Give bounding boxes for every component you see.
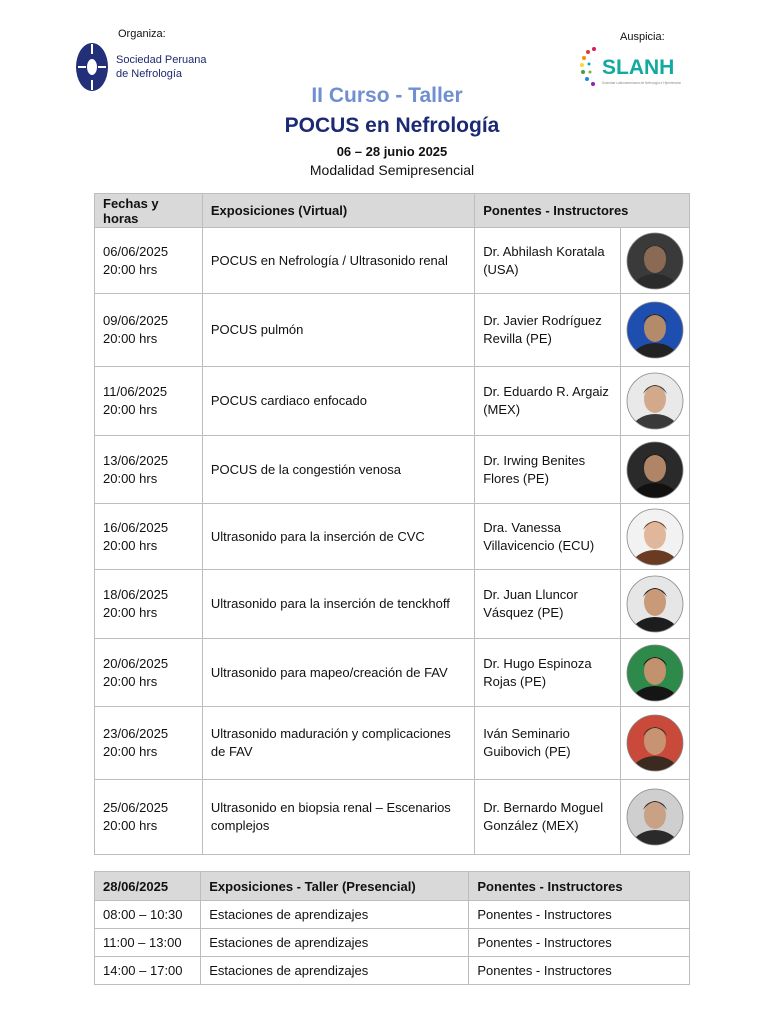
session-speaker <box>475 639 621 707</box>
session-speaker <box>475 436 621 504</box>
workshop-instructors: Ponentes - Instructores <box>469 901 690 929</box>
session-date: 23/06/2025 <box>103 726 169 741</box>
session-topic <box>202 294 474 367</box>
workshop-row <box>95 929 690 957</box>
session-speaker <box>475 504 621 570</box>
session-topic-text: Ultrasonido para mapeo/creación de FAV <box>210 664 448 680</box>
slanh-logo-text: SLANH <box>602 56 675 79</box>
session-topic <box>202 367 474 436</box>
session-topic-text: Ultrasonido para la inserción de CVC <box>210 528 425 544</box>
speaker-photo-cell <box>621 228 690 294</box>
workshop-row <box>95 901 690 929</box>
speaker-name-line2: Revilla (PE) <box>483 331 552 346</box>
speaker-photo-cell <box>621 780 690 855</box>
session-speaker <box>475 228 621 294</box>
speaker-name-line1: Dr. Irwing Benites <box>483 452 586 468</box>
session-date: 13/06/2025 <box>103 452 169 468</box>
session-datetime <box>95 504 203 570</box>
speaker-avatar <box>626 714 684 772</box>
spn-logo-line1: Sociedad Peruana <box>116 54 207 66</box>
schedule-row <box>95 504 690 570</box>
session-datetime <box>95 367 203 436</box>
session-speaker <box>475 570 621 639</box>
schedule-table <box>94 193 690 855</box>
schedule-row <box>95 294 690 367</box>
speaker-name-line2: Rojas (PE) <box>483 673 547 689</box>
session-topic <box>202 504 474 570</box>
schedule-row <box>95 228 690 294</box>
session-topic <box>202 570 474 639</box>
session-datetime <box>95 570 203 639</box>
workshop-time: 11:00 – 13:00 <box>95 929 201 957</box>
schedule-row <box>95 570 690 639</box>
session-topic-text: Ultrasonido para la inserción de tenckhoff <box>210 596 450 611</box>
session-datetime <box>95 639 203 707</box>
speaker-name-line1: Dr. Javier Rodríguez <box>483 313 602 328</box>
session-time: 20:00 hrs <box>103 744 158 759</box>
workshop-header-exposiciones: Exposiciones - Taller (Presencial) <box>201 872 469 901</box>
session-topic <box>202 707 474 780</box>
title-line2: POCUS en Nefrología <box>284 114 500 137</box>
workshop-instructors: Ponentes - Instructores <box>469 929 690 957</box>
speaker-avatar <box>626 508 684 566</box>
speaker-photo-cell <box>621 294 690 367</box>
session-time: 20:00 hrs <box>103 537 158 553</box>
speaker-name-line1: Dra. Vanessa <box>483 519 561 535</box>
speaker-name-line1: Dr. Juan Lluncor <box>483 587 578 602</box>
workshop-header-row <box>95 872 690 901</box>
session-datetime <box>95 294 203 367</box>
schedule-header-row <box>95 194 690 228</box>
spn-logo-line2: de Nefrología <box>116 68 183 80</box>
workshop-activity: Estaciones de aprendizajes <box>201 929 469 957</box>
speaker-name-line1: Dr. Hugo Espinoza <box>483 655 592 671</box>
speaker-name-line1: Iván Seminario <box>483 726 570 741</box>
session-datetime <box>95 707 203 780</box>
speaker-name-line2: Flores (PE) <box>483 470 549 486</box>
workshop-activity: Estaciones de aprendizajes <box>201 901 469 929</box>
spn-logo-text <box>116 53 207 81</box>
session-topic-text: Ultrasonido maduración y complicaciones de FAV <box>210 726 451 759</box>
session-date: 25/06/2025 <box>103 800 169 815</box>
speaker-photo-cell <box>621 570 690 639</box>
course-dates: 06 – 28 junio 2025 <box>336 144 448 159</box>
speaker-avatar <box>626 301 684 359</box>
workshop-instructors: Ponentes - Instructores <box>469 957 690 985</box>
speaker-avatar <box>626 232 684 290</box>
schedule-row <box>95 780 690 855</box>
organiza-label: Organiza: <box>118 28 166 40</box>
auspicia-label: Auspicia: <box>620 31 665 43</box>
session-topic <box>202 780 474 855</box>
session-date: 20/06/2025 <box>103 655 169 671</box>
title-line1: II Curso - Taller <box>311 84 463 107</box>
schedule-row <box>95 639 690 707</box>
workshop-header-ponentes: Ponentes - Instructores <box>469 872 690 901</box>
session-speaker <box>475 780 621 855</box>
session-date: 18/06/2025 <box>103 587 169 602</box>
schedule-row <box>95 436 690 504</box>
header-exposiciones: Exposiciones (Virtual) <box>202 194 474 228</box>
speaker-avatar <box>626 441 684 499</box>
session-time: 20:00 hrs <box>103 402 158 417</box>
session-time: 20:00 hrs <box>103 605 158 620</box>
session-datetime <box>95 780 203 855</box>
header-ponentes: Ponentes - Instructores <box>475 194 690 228</box>
speaker-photo-cell <box>621 367 690 436</box>
speaker-photo-cell <box>621 707 690 780</box>
speaker-name-line2: (MEX) <box>483 402 521 417</box>
speaker-avatar <box>626 644 684 702</box>
session-topic <box>202 436 474 504</box>
session-time: 20:00 hrs <box>103 331 158 346</box>
speaker-name-line2: Guibovich (PE) <box>483 744 571 759</box>
session-topic-text: POCUS pulmón <box>210 322 304 337</box>
session-speaker <box>475 294 621 367</box>
workshop-activity: Estaciones de aprendizajes <box>201 957 469 985</box>
workshop-table <box>94 871 690 985</box>
workshop-time: 14:00 – 17:00 <box>95 957 201 985</box>
speaker-avatar <box>626 788 684 846</box>
session-topic-text: POCUS en Nefrología / Ultrasonido renal <box>210 252 448 268</box>
speaker-photo-cell <box>621 504 690 570</box>
slanh-dots-icon <box>580 47 596 86</box>
session-date: 16/06/2025 <box>103 519 169 535</box>
workshop-time: 08:00 – 10:30 <box>95 901 201 929</box>
schedule-row <box>95 707 690 780</box>
header-dates: Fechas y horas <box>95 194 203 228</box>
session-topic-text: POCUS de la congestión venosa <box>210 461 401 477</box>
speaker-photo-cell <box>621 436 690 504</box>
schedule-row <box>95 367 690 436</box>
session-date: 06/06/2025 <box>103 243 169 259</box>
speaker-avatar <box>626 372 684 430</box>
session-speaker <box>475 707 621 780</box>
course-modality: Modalidad Semipresencial <box>309 162 475 178</box>
speaker-name-line2: Vásquez (PE) <box>483 605 564 620</box>
speaker-name-line2: (USA) <box>483 261 519 277</box>
workshop-row <box>95 957 690 985</box>
speaker-name-line1: Dr. Bernardo Moguel <box>483 800 604 815</box>
speaker-name-line1: Dr. Abhilash Koratala <box>483 243 605 259</box>
slanh-logo-subtext: Sociedad Latinoamericana de Nefrología e Hipertensión <box>602 81 682 85</box>
session-time: 20:00 hrs <box>103 261 158 277</box>
session-topic <box>202 639 474 707</box>
session-topic-text: POCUS cardiaco enfocado <box>210 393 367 408</box>
session-date: 11/06/2025 <box>103 384 168 399</box>
speaker-name-line1: Dr. Eduardo R. Argaiz <box>483 384 609 399</box>
session-datetime <box>95 436 203 504</box>
session-datetime <box>95 228 203 294</box>
session-time: 20:00 hrs <box>103 673 158 689</box>
workshop-header-date: 28/06/2025 <box>95 872 201 901</box>
session-topic <box>202 228 474 294</box>
speaker-name-line2: Villavicencio (ECU) <box>483 537 595 553</box>
speaker-avatar <box>626 575 684 633</box>
session-speaker <box>475 367 621 436</box>
session-time: 20:00 hrs <box>103 818 158 833</box>
session-date: 09/06/2025 <box>103 313 169 328</box>
session-time: 20:00 hrs <box>103 470 158 486</box>
session-topic-text: Ultrasonido en biopsia renal – Escenarios complejos <box>210 800 451 833</box>
speaker-photo-cell <box>621 639 690 707</box>
speaker-name-line2: González (MEX) <box>483 818 579 833</box>
